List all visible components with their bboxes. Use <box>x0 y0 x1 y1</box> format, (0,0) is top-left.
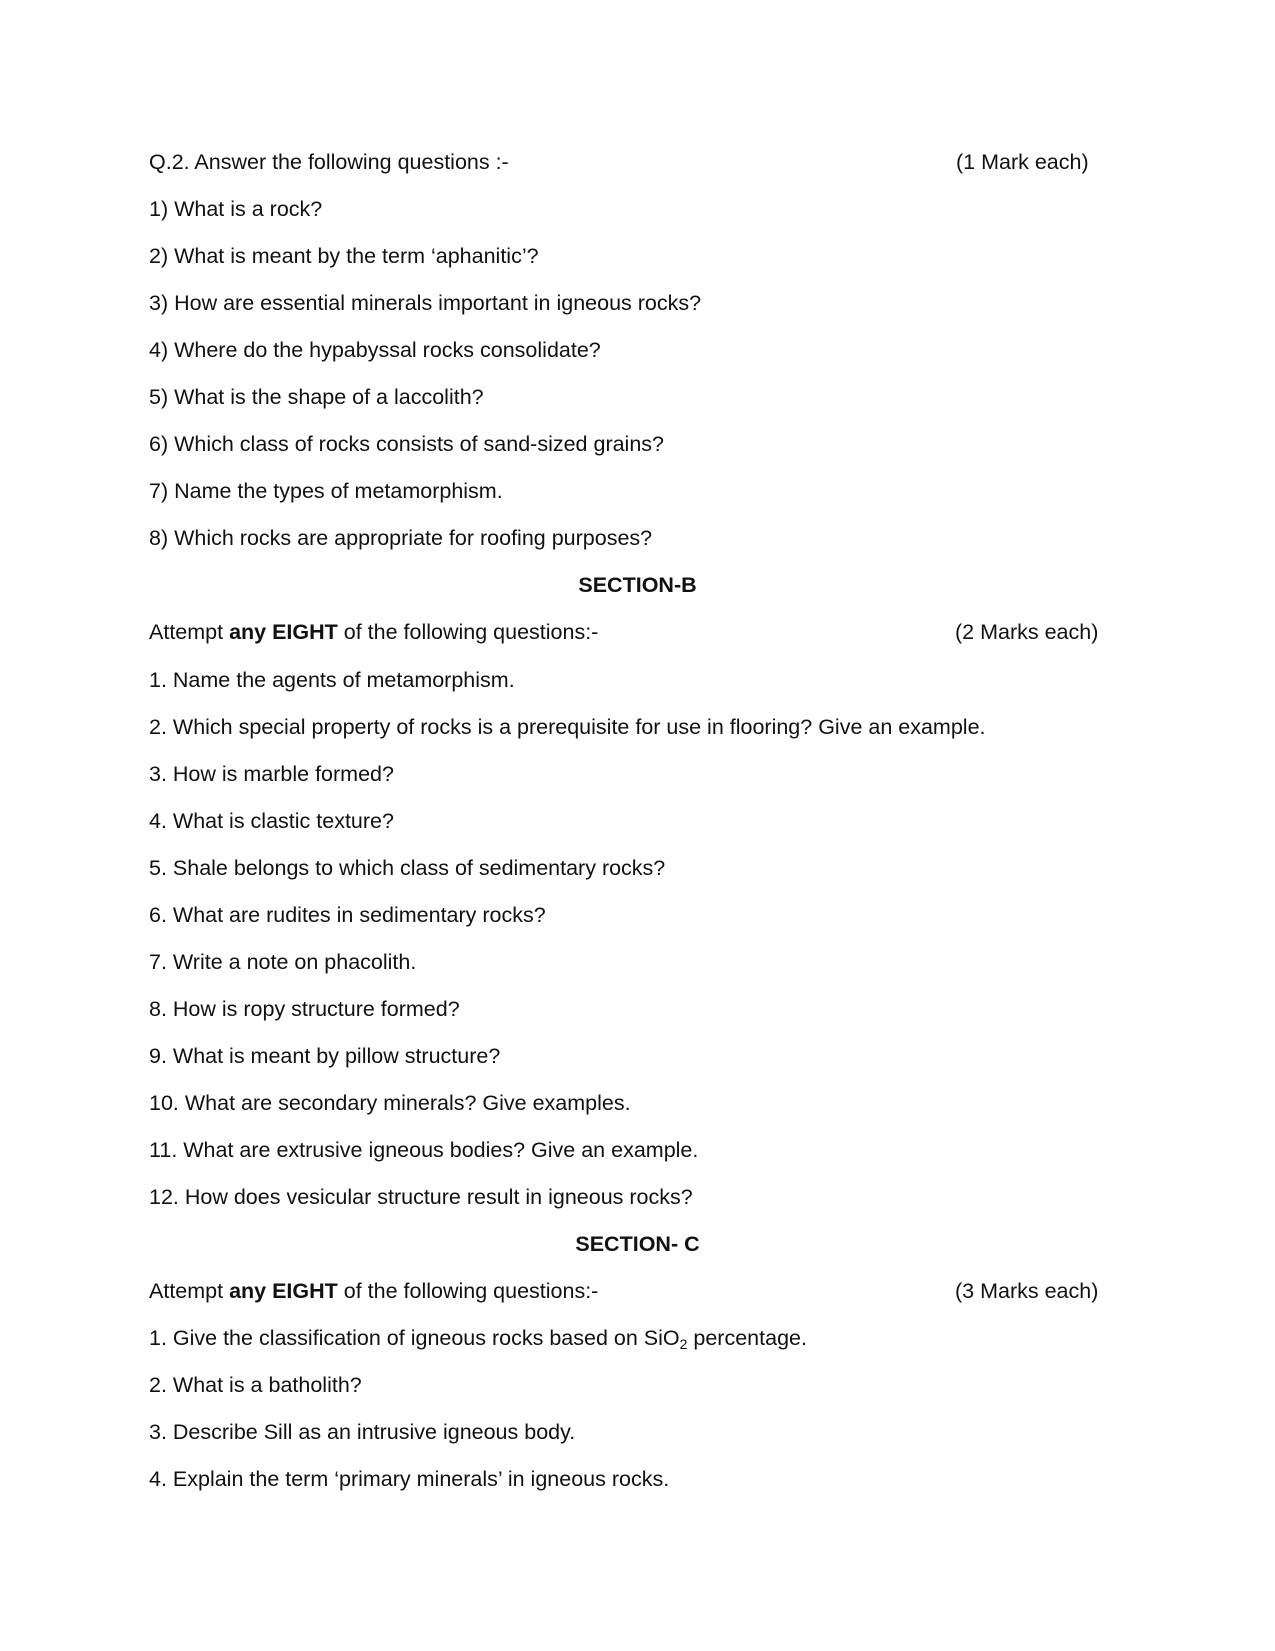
section-c-question-1-pre: 1. Give the classification of igneous rocks based on SiO <box>149 1326 680 1350</box>
section-b-question-9: 9. What is meant by pillow structure? <box>149 1044 501 1068</box>
section-b-question-7: 7. Write a note on phacolith. <box>149 950 417 974</box>
section-c-marks: (3 Marks each) <box>955 1279 1099 1303</box>
section-c-instruction-pre: Attempt <box>149 1279 230 1303</box>
q2-question-6: 6) Which class of rocks consists of sand-sized grains? <box>149 432 665 456</box>
section-c-question-2: 2. What is a batholith? <box>149 1373 362 1397</box>
section-b-question-11: 11. What are extrusive igneous bodies? Give an example. <box>149 1138 699 1162</box>
section-c-instruction-post: of the following questions:- <box>337 1279 599 1303</box>
section-b-instruction-post: of the following questions:- <box>337 620 599 644</box>
section-b-instruction-pre: Attempt <box>149 620 230 644</box>
section-b-marks: (2 Marks each) <box>955 620 1099 644</box>
section-c-question-1-subscript: 2 <box>679 1336 688 1352</box>
section-b-question-2: 2. Which special property of rocks is a prerequisite for use in flooring? Give an example. <box>149 715 986 739</box>
section-b-instruction-bold: any EIGHT <box>229 620 338 644</box>
q2-title: Q.2. Answer the following questions :- <box>149 150 509 174</box>
q2-question-4: 4) Where do the hypabyssal rocks consolidate? <box>149 338 601 362</box>
q2-question-8: 8) Which rocks are appropriate for roofing purposes? <box>149 526 653 550</box>
section-b-heading: SECTION-B <box>578 573 697 597</box>
section-b-question-3: 3. How is marble formed? <box>149 762 394 786</box>
section-b-question-1: 1. Name the agents of metamorphism. <box>149 668 515 692</box>
q2-question-5: 5) What is the shape of a laccolith? <box>149 385 484 409</box>
section-c-instruction-bold: any EIGHT <box>229 1279 338 1303</box>
section-b-question-10: 10. What are secondary minerals? Give examples. <box>149 1091 631 1115</box>
q2-question-7: 7) Name the types of metamorphism. <box>149 479 503 503</box>
section-b-question-4: 4. What is clastic texture? <box>149 809 394 833</box>
q2-question-2: 2) What is meant by the term ‘aphanitic’? <box>149 244 539 268</box>
section-c-question-1 <box>149 1324 807 1352</box>
q2-question-1: 1) What is a rock? <box>149 197 323 221</box>
q2-marks: (1 Mark each) <box>956 150 1089 174</box>
section-c-question-1-post: percentage. <box>687 1326 807 1350</box>
section-b-question-5: 5. Shale belongs to which class of sedimentary rocks? <box>149 856 666 880</box>
section-c-question-3: 3. Describe Sill as an intrusive igneous body. <box>149 1420 576 1444</box>
section-b-question-6: 6. What are rudites in sedimentary rocks? <box>149 903 546 927</box>
section-b-instruction <box>149 618 598 646</box>
section-c-question-4: 4. Explain the term ‘primary minerals’ in igneous rocks. <box>149 1467 670 1491</box>
q2-question-3: 3) How are essential minerals important in igneous rocks? <box>149 291 702 315</box>
section-b-question-12: 12. How does vesicular structure result in igneous rocks? <box>149 1185 693 1209</box>
section-c-instruction <box>149 1277 598 1305</box>
section-c-heading: SECTION- C <box>575 1232 700 1256</box>
section-b-question-8: 8. How is ropy structure formed? <box>149 997 460 1021</box>
